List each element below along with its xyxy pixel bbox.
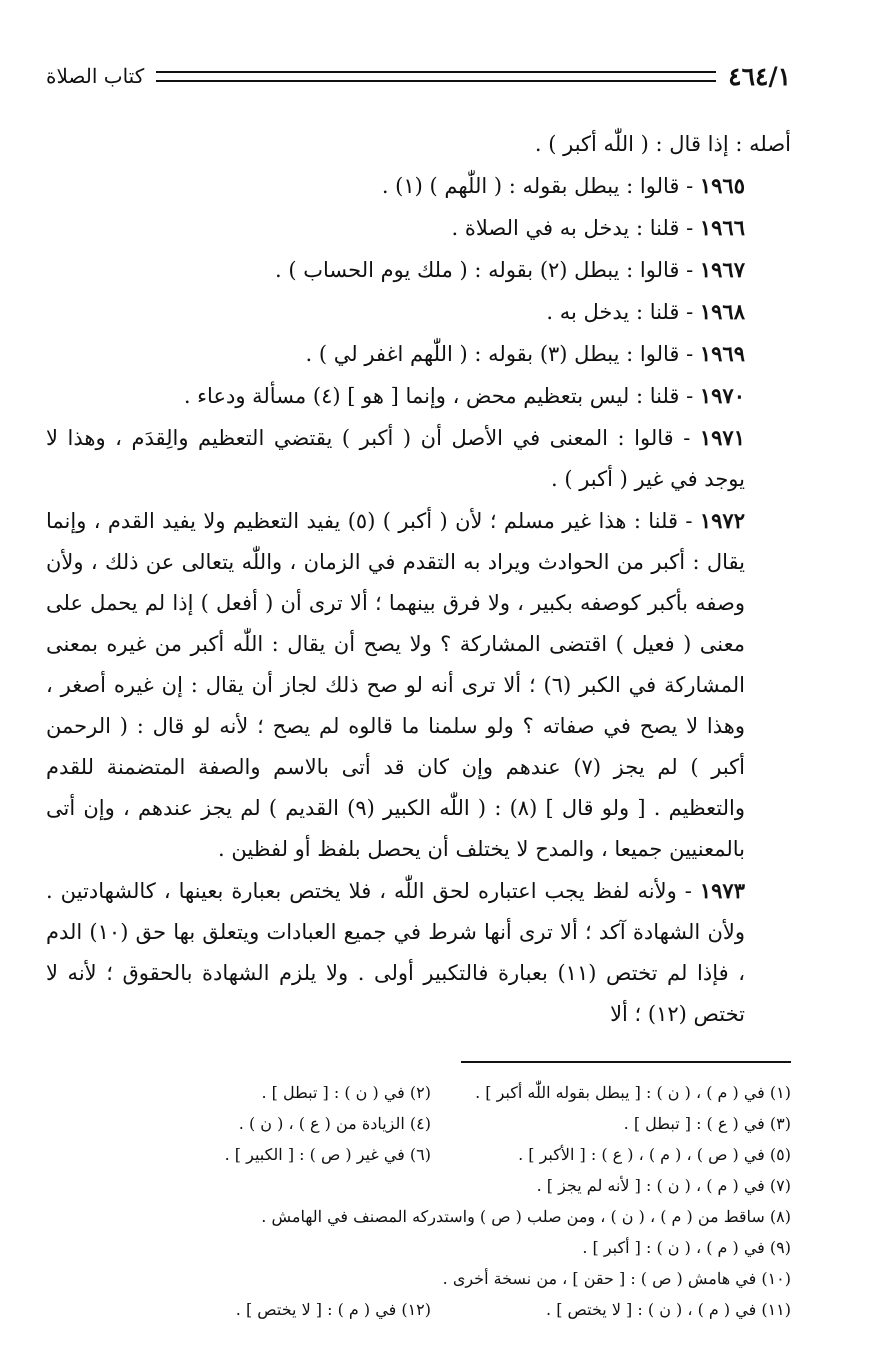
page-header bbox=[46, 58, 791, 94]
footnotes bbox=[46, 1077, 791, 1325]
footnote: (٢) في ( ن ) : [ تبطل ] . bbox=[261, 1083, 431, 1102]
footnote: (٣) في ( ع ) : [ تبطل ] . bbox=[623, 1114, 791, 1133]
paragraph-text: - قلنا : يدخل به . bbox=[546, 300, 700, 324]
paragraph-number: ١٩٧٠ bbox=[699, 383, 745, 408]
footnote: (٦) في غير ( ص ) : [ الكبير ] . bbox=[224, 1145, 431, 1164]
footnote: (١٢) في ( م ) : [ لا يختص ] . bbox=[235, 1300, 431, 1319]
footnote: (١١) في ( م ) ، ( ن ) : [ لا يختص ] . bbox=[546, 1300, 791, 1319]
paragraph-text: - ولأنه لفظ يجب اعتباره لحق اللّٰه ، فلا يختص بعبارة بعينها ، كالشهادتين . ولأن الشهادة آكد ؛ ألا ترى أنها شرط في جميع العبادات ويتعلق بها حق (١٠) الدم ، فإذا لم تختص (١١) بعبارة فالتكبير أولى . ولا يلزم الشهادة بالحقوق ؛ لأنه لا تختص (١٢) ؛ ألا bbox=[46, 879, 746, 1026]
footnote-row bbox=[46, 1139, 791, 1170]
page-number: ٤٦٤/١ bbox=[728, 61, 791, 91]
footnote-row bbox=[46, 1294, 791, 1325]
paragraph bbox=[46, 207, 791, 249]
paragraph bbox=[46, 375, 791, 417]
paragraph-number: ١٩٧١ bbox=[699, 425, 745, 450]
footnote: (٥) في ( ص ) ، ( م ) ، ( ع ) : [ الأكبر ] . bbox=[518, 1145, 791, 1164]
paragraph bbox=[46, 333, 791, 375]
paragraph-text: - قلنا : يدخل به في الصلاة . bbox=[451, 216, 700, 240]
main-text bbox=[46, 124, 791, 1035]
footnote-row bbox=[46, 1170, 791, 1201]
running-title: كتاب الصلاة bbox=[46, 64, 145, 88]
paragraph-text: أصله : إذا قال : ( اللّٰه أكبر ) . bbox=[534, 132, 791, 156]
footnote-row bbox=[46, 1263, 791, 1294]
paragraph-text: - قلنا : هذا غير مسلم ؛ لأن ( أكبر ) (٥) يفيد التعظيم ولا يفيد القدم ، وإنما يقال : أكبر من الحوادث ويراد به التقدم في الزمان ، واللّٰه يتعالى عن ذلك ، ولأن وصفه بأكبر كوصفه بكبير ، ولا فرق بينهما ؛ ألا ترى أن ( أفعل ) إذا لم يحمل على معنى ( فعيل ) اقتضى المشاركة ؟ ولا يصح أن يقال : اللّٰه أكبر من غيره بمعنى المشاركة في الكبر (٦) ؛ ألا ترى أنه لو صح ذلك لجاز أن يقال : إن غيره أصغر ، وهذا لا يصح في صفاته ؟ ولو سلمنا ما قالوه لم يصح ؛ لأنه لو قال : ( الرحمن أكبر ) لم يجز (٧) عندهم وإن كان قد أتى بالاسم والصفة المتضمنة للقدم والتعظيم . [ ولو قال ] (٨) : ( اللّٰه الكبير (٩) القديم ) لم يجز عندهم ، وإن أتى بالمعنيين جميعا ، والمدح لا يختلف أن يحصل بلفظ أو لفظين . bbox=[46, 509, 745, 861]
paragraph-number: ١٩٦٧ bbox=[699, 257, 745, 282]
footnote-row bbox=[46, 1077, 791, 1108]
footnote: (٩) في ( م ) ، ( ن ) : [ أكبر ] . bbox=[582, 1238, 791, 1257]
footnote-row bbox=[46, 1232, 791, 1263]
paragraph-number: ١٩٦٨ bbox=[699, 299, 745, 324]
footnote: (٨) ساقط من ( م ) ، ( ن ) ، ومن صلب ( ص ) واستدركه المصنف في الهامش . bbox=[261, 1207, 791, 1226]
paragraph-number: ١٩٦٩ bbox=[699, 341, 745, 366]
paragraph bbox=[46, 870, 791, 1035]
paragraph-text: - قالوا : المعنى في الأصل أن ( أكبر ) يقتضي التعظيم والِقدَم ، وهذا لا يوجد في غير ( أكبر ) . bbox=[46, 426, 745, 491]
footnote: (٧) في ( م ) ، ( ن ) : [ لأنه لم يجز ] . bbox=[536, 1176, 791, 1195]
footnote: (١٠) في هامش ( ص ) : [ حقن ] ، من نسخة أخرى . bbox=[442, 1269, 791, 1288]
paragraph bbox=[46, 124, 791, 165]
paragraph bbox=[46, 165, 791, 207]
header-rule bbox=[156, 71, 716, 82]
footnote-row bbox=[46, 1108, 791, 1139]
paragraph-number: ١٩٦٥ bbox=[699, 173, 745, 198]
paragraph-number: ١٩٧٣ bbox=[699, 878, 745, 903]
footnotes-divider bbox=[461, 1061, 791, 1063]
paragraph-text: - قلنا : ليس بتعظيم محض ، وإنما [ هو ] (٤) مسألة ودعاء . bbox=[183, 384, 700, 408]
paragraph-text: - قالوا : يبطل بقوله : ( اللّٰهم ) (١) . bbox=[381, 174, 700, 198]
footnote: (٤) الزيادة من ( ع ) ، ( ن ) . bbox=[238, 1114, 431, 1133]
paragraph bbox=[46, 417, 791, 500]
paragraph bbox=[46, 249, 791, 291]
footnote: (١) في ( م ) ، ( ن ) : [ يبطل بقوله اللّٰه أكبر ] . bbox=[475, 1083, 791, 1102]
paragraph-number: ١٩٧٢ bbox=[699, 508, 745, 533]
footnote-row bbox=[46, 1201, 791, 1232]
paragraph-text: - قالوا : يبطل (٢) بقوله : ( ملك يوم الحساب ) . bbox=[275, 258, 700, 282]
paragraph bbox=[46, 291, 791, 333]
paragraph-number: ١٩٦٦ bbox=[699, 215, 745, 240]
paragraph bbox=[46, 500, 791, 870]
paragraph-text: - قالوا : يبطل (٣) بقوله : ( اللّٰهم اغفر لي ) . bbox=[305, 342, 700, 366]
